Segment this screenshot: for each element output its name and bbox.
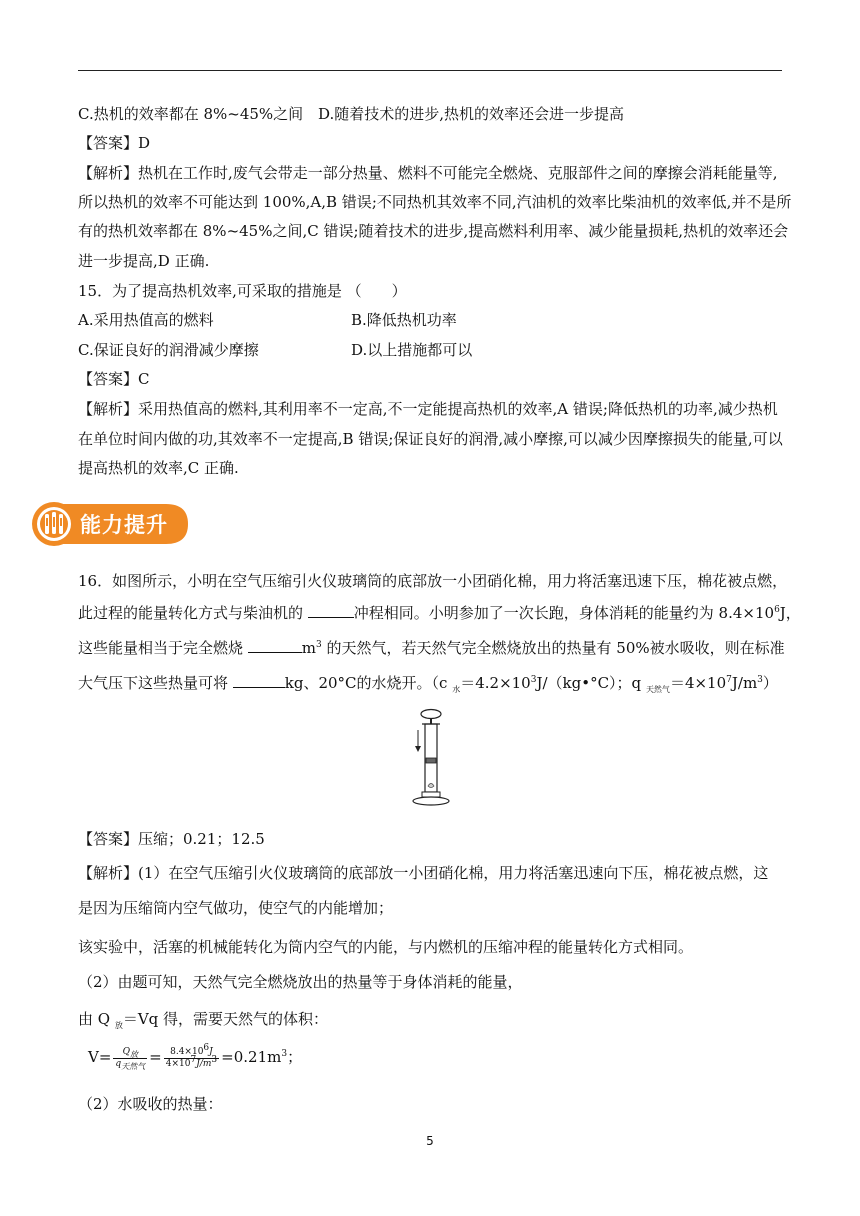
fire-syringe-figure — [406, 708, 456, 808]
q14-option-d: D.随着技术的进步,热机的效率还会进一步提高 — [318, 105, 625, 123]
q15-option-c: C.保证良好的润滑减少摩擦 — [78, 341, 259, 359]
q14-answer: 【答案】D — [78, 134, 151, 152]
q15-answer: 【答案】C — [78, 370, 150, 388]
q16-analysis-line: （2）由题可知，天然气完全燃烧放出的热量等于身体消耗的能量， — [78, 973, 523, 991]
q15-question: 15．为了提高热机效率,可采取的措施是 （ ） — [78, 282, 407, 300]
q15-analysis-line: 提高热机的效率,C 正确. — [78, 459, 239, 477]
q16-analysis-line: （2）水吸收的热量： — [78, 1095, 223, 1113]
q16-line: 16．如图所示，小明在空气压缩引火仪玻璃筒的底部放一小团硝化棉，用力将活塞迅速下压，棉花被点燃， — [78, 572, 788, 590]
section-title: 能力提升 — [80, 513, 168, 537]
q16-line: 此过程的能量转化方式与柴油机的 冲程相同。小明参加了一次长跑，身体消耗的能量约为 $8.4\times 10^6J$， — [78, 604, 801, 622]
page-number: 5 — [426, 1134, 434, 1148]
header-rule — [78, 70, 782, 71]
q16-analysis-line: 该实验中，活塞的机械能转化为筒内空气的内能，与内燃机的压缩冲程的能量转化方式相同。 — [78, 938, 694, 956]
q16-line: 大气压下这些热量可将 kg、20°C的水烧开。（c $_水=4.2\times 10^3J/(kg•^\circ C)$；q $_{天然气}=4\times 10^7J/m^3$） — [78, 674, 778, 694]
q15-option-b: B.降低热机功率 — [351, 311, 457, 329]
q16-analysis-line: 由 Q $_放$＝Vq 得，需要天然气的体积： — [78, 1010, 329, 1030]
answer-blank[interactable] — [233, 673, 285, 688]
q15-option-d: D.以上措施都可以 — [351, 341, 473, 359]
q14-option-c: C.热机的效率都在 8%~45%之间 — [78, 105, 304, 123]
q14-analysis-line: 进一步提高,D 正确. — [78, 252, 210, 270]
q16-analysis-line: 【解析】(1）在空气压缩引火仪玻璃筒的底部放一小团硝化棉，用力将活塞迅速向下压，棉花被点燃，这 — [78, 864, 769, 882]
q16-analysis-line: 是因为压缩筒内空气做功，使空气的内能增加； — [78, 899, 394, 917]
q15-analysis-line: 在单位时间内做的功,其效率不一定提高,B 错误;保证良好的润滑,减小摩擦,可以减少因摩擦损失的能量,可以 — [78, 430, 783, 448]
q16-answer: 【答案】压缩；0.21；12.5 — [78, 830, 265, 848]
q15-analysis-line: 【解析】采用热值高的燃料,其利用率不一定高,不一定能提高热机的效率,A 错误;降低热机的功率,减少热机 — [78, 400, 778, 418]
q14-analysis-line: 所以热机的效率不可能达到 100%,A,B 错误;不同热机其效率不同,汽油机的效率比柴油机的效率低,并不是所 — [78, 193, 792, 211]
volume-formula: V= $\frac{Q_放}{q_{天然气}}$ = $\frac{8.4\times 10^6J}{4\times 10^7J/m^3}$ $=0.21m^3$； — [88, 1042, 303, 1071]
q15-option-a: A.采用热值高的燃料 — [78, 311, 214, 329]
q16-line: 这些能量相当于完全燃烧 $m^3$ 的天然气，若天然气完全燃烧放出的热量有 50%被水吸收，则在标准 — [78, 639, 785, 657]
q14-analysis-line: 有的热机效率都在 8%~45%之间,C 错误;随着技术的进步,提高燃料利用率、减少能量损耗,热机的效率还会 — [78, 222, 789, 240]
answer-blank[interactable] — [308, 603, 354, 618]
answer-blank[interactable] — [248, 638, 302, 653]
q14-analysis-line: 【解析】热机在工作时,废气会带走一部分热量、燃料不可能完全燃烧、克服部件之间的摩擦会消耗能量等, — [78, 164, 778, 182]
books-icon — [45, 512, 63, 534]
